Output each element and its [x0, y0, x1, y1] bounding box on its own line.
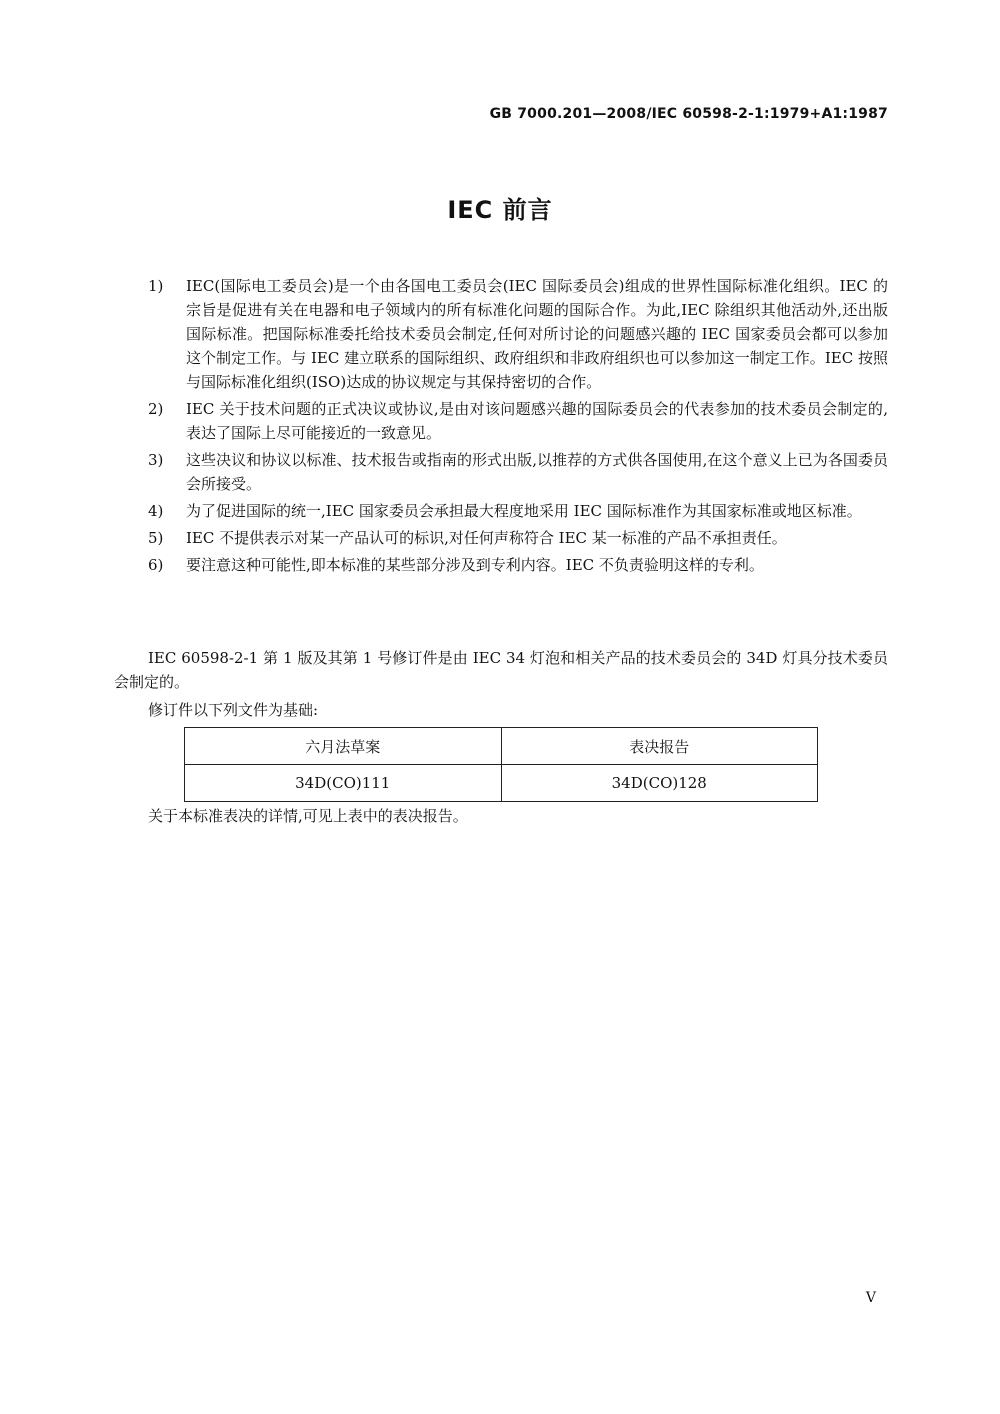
origin-paragraph-text: IEC 60598-2-1 第 1 版及其第 1 号修订件是由 IEC 34 灯泡和相关产品的技术委员会的 34D 灯具分技术委员会制定的。	[114, 649, 888, 691]
list-item	[148, 526, 888, 550]
table-cell: 34D(CO)111	[185, 765, 502, 802]
list-item-text: IEC(国际电工委员会)是一个由各国电工委员会(IEC 国际委员会)组成的世界性国际标准化组织。IEC 的宗旨是促进有关在电器和电子领域内的所有标准化问题的国际合作。为此,IEC 除组织其他活动外,还出版国际标准。把国际标准委托给技术委员会制定,任何对所讨论的问题感兴趣的 IEC 国家委员会都可以参加这个制定工作。与 IEC 建立联系的国际组织、政府组织和非政府组织也可以参加这一制定工作。IEC 按照与国际标准化组织(ISO)达成的协议规定与其保持密切的合作。	[186, 277, 888, 391]
list-item-number: 2)	[148, 400, 164, 418]
list-item	[148, 499, 888, 523]
page-number: V	[865, 1290, 876, 1306]
table-header-cell: 表决报告	[501, 728, 818, 765]
list-item-number: 4)	[148, 502, 164, 520]
list-item-number: 1)	[148, 277, 164, 295]
table-row	[185, 765, 818, 802]
table-header-row	[185, 728, 818, 765]
list-item-text: 要注意这种可能性,即本标准的某些部分涉及到专利内容。IEC 不负责验明这样的专利。	[186, 556, 764, 574]
table-cell: 34D(CO)128	[501, 765, 818, 802]
list-item-text: IEC 不提供表示对某一产品认可的标识,对任何声称符合 IEC 某一标准的产品不承担责任。	[186, 529, 787, 547]
voting-paragraph: 关于本标准表决的详情,可见上表中的表决报告。	[148, 807, 468, 825]
document-basis-table	[184, 727, 818, 802]
numbered-list	[148, 274, 888, 580]
page-title: IEC 前言	[447, 196, 553, 224]
list-item-text: IEC 关于技术问题的正式决议或协议,是由对该问题感兴趣的国际委员会的代表参加的技术委员会制定的,表达了国际上尽可能接近的一致意见。	[186, 400, 888, 442]
list-item-number: 6)	[148, 556, 164, 574]
table-header-cell: 六月法草案	[185, 728, 502, 765]
list-item-text: 为了促进国际的统一,IEC 国家委员会承担最大程度地采用 IEC 国际标准作为其国家标准或地区标准。	[186, 502, 862, 520]
list-item	[148, 553, 888, 577]
origin-paragraph	[114, 646, 888, 694]
list-item	[148, 397, 888, 445]
list-item-text: 这些决议和协议以标准、技术报告或指南的形式出版,以推荐的方式供各国使用,在这个意义上已为各国委员会所接受。	[186, 451, 888, 493]
basis-paragraph: 修订件以下列文件为基础:	[148, 701, 319, 719]
list-item	[148, 274, 888, 394]
list-item	[148, 448, 888, 496]
list-item-number: 3)	[148, 451, 164, 469]
list-item-number: 5)	[148, 529, 164, 547]
document-header: GB 7000.201—2008/IEC 60598-2-1:1979+A1:1987	[489, 106, 888, 122]
